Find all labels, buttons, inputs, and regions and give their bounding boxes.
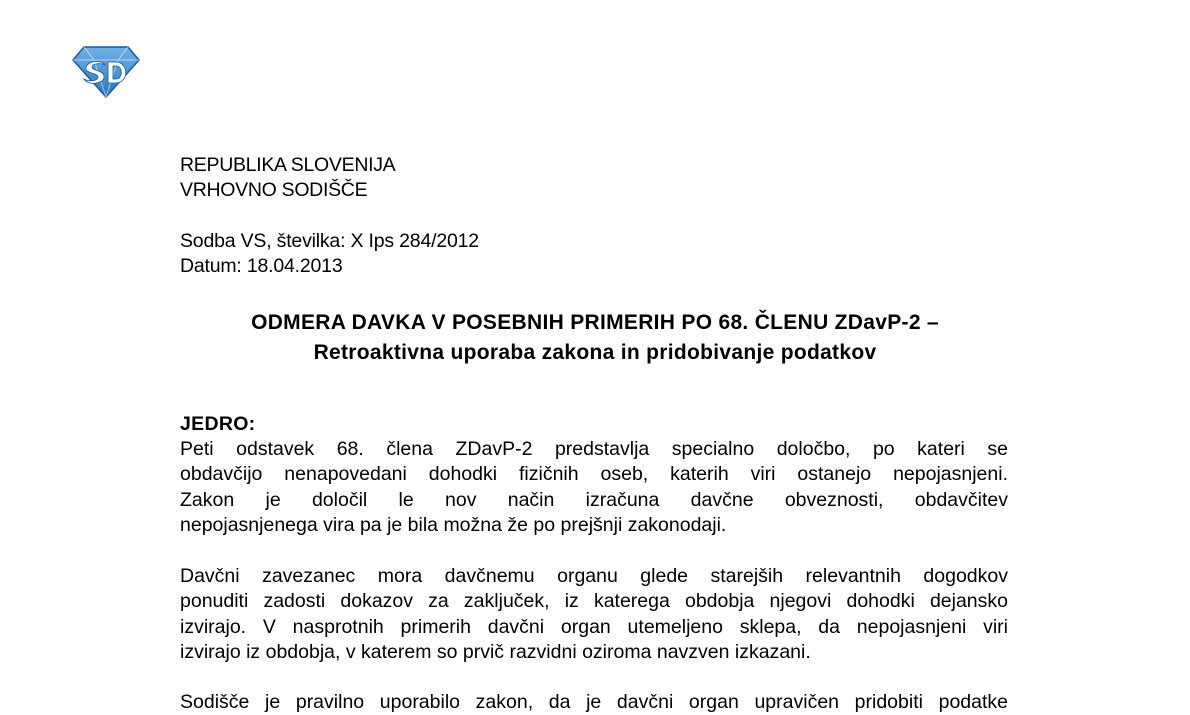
- paragraph-line: izvirajo iz obdobja, v katerem so prvič razvidni oziroma navzven izkazani.: [180, 640, 811, 663]
- paragraph-line: Davčni zavezanec mora davčnemu organu glede starejših relevantnih dogodkov: [180, 565, 1008, 587]
- case-date: Datum: 18.04.2013: [180, 255, 343, 277]
- court-logo-icon: [72, 46, 140, 98]
- paragraph-line: nepojasnjenega vira pa je bila možna že po prejšnji zakonodaji.: [180, 513, 727, 536]
- court-header: [180, 153, 395, 203]
- title-line-2: Retroaktivna uporaba zakona in pridobivanje podatkov: [313, 341, 877, 364]
- paragraph-2: [180, 564, 1008, 665]
- paragraph-line: Peti odstavek 68. člena ZDavP-2 predstavlja specialno določbo, po kateri se: [180, 438, 1008, 460]
- header-court: VRHOVNO SODIŠČE: [180, 179, 368, 201]
- title-line-1: ODMERA DAVKA V POSEBNIH PRIMERIH PO 68. ČLENU ZDavP-2 –: [251, 311, 939, 334]
- paragraph-1: [180, 437, 1008, 538]
- paragraph-line: izvirajo. V nasprotnih primerih davčni organ utemeljeno sklepa, da nepojasnjeni viri: [180, 615, 1008, 638]
- section-heading-jedro: JEDRO:: [180, 413, 256, 435]
- case-info: [180, 229, 479, 279]
- paragraph-line: Zakon je določil le nov način izračuna davčne obveznosti, obdavčitev: [180, 488, 1008, 511]
- header-country: REPUBLIKA SLOVENIJA: [180, 154, 396, 176]
- case-number: Sodba VS, številka: X Ips 284/2012: [180, 230, 479, 252]
- paragraph-line: obdavčijo nenapovedani dohodki fizičnih oseb, katerih viri ostanejo nepojasnjeni.: [180, 463, 1008, 486]
- paragraph-3: [180, 690, 1008, 715]
- document-title: [150, 308, 1040, 368]
- paragraph-line: Sodišče je pravilno uporabilo zakon, da je davčni organ upravičen pridobiti podatke: [180, 691, 1008, 713]
- paragraph-line: ponuditi zadosti dokazov za zaključek, iz katerega obdobja njegovi dohodki dejansko: [180, 590, 1008, 613]
